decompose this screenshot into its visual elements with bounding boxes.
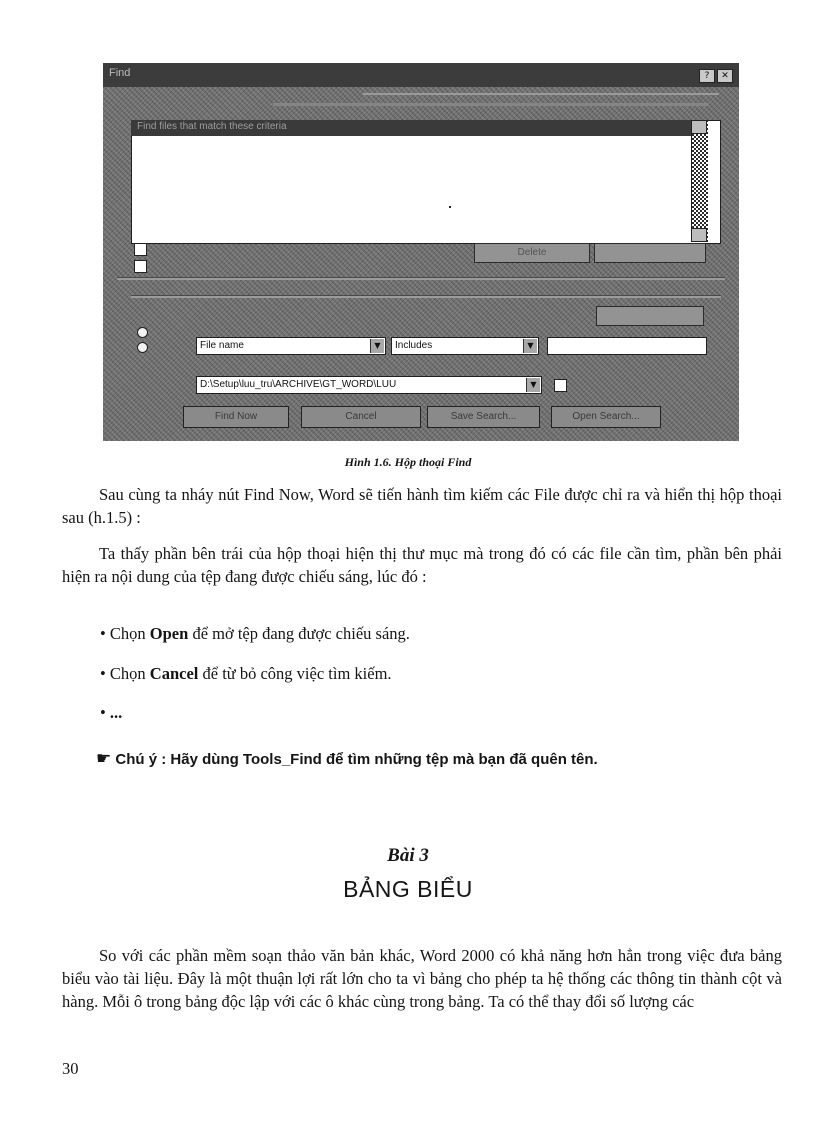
delete-button[interactable]: Delete: [474, 243, 590, 263]
close-icon[interactable]: ✕: [717, 69, 733, 83]
dialog-title: Find: [109, 67, 131, 79]
dialog-titlebar: [103, 63, 739, 87]
condition-combo-value: Includes: [395, 340, 433, 351]
search-subfolders-checkbox[interactable]: [554, 379, 567, 392]
or-radio[interactable]: [137, 342, 148, 353]
lesson-number: Bài 3: [387, 845, 429, 866]
list-scrollbar[interactable]: [691, 120, 708, 242]
bullet-keyword: Cancel: [149, 664, 199, 683]
criteria-list-header-text: Find files that match these criteria: [137, 121, 287, 132]
paragraph-3: So với các phần mềm soạn thảo văn bản khác, Word 2000 có khả năng hơn hẳn trong việc đưa bảng biểu vào tài liệu. Đây là một thuận lợi rất lớn cho ta vì bảng cho phép ta hệ thống các thông tin thành cột và hàng. Mỗi ô trong bảng độc lập với các ô khác cùng trong bảng. Ta có thể thay đổi số lượng các: [62, 946, 782, 1011]
criteria-list[interactable]: [131, 120, 721, 244]
open-search-button[interactable]: Open Search...: [551, 406, 661, 428]
add-to-list-button[interactable]: [596, 306, 704, 326]
look-in-combo[interactable]: [196, 376, 542, 394]
new-search-button[interactable]: [594, 243, 706, 263]
figure-caption: Hình 1.6. Hộp thoại Find: [344, 455, 472, 469]
scan-speck: [449, 206, 451, 208]
cancel-button[interactable]: Cancel: [301, 406, 421, 428]
note-text: Hãy dùng Tools_Find để tìm những tệp mà bạn đã quên tên.: [166, 751, 598, 768]
lesson-title: BẢNG BIỂU: [343, 876, 473, 902]
chevron-down-icon[interactable]: ▼: [526, 378, 540, 392]
property-combo-value: File name: [200, 340, 244, 351]
bullet-open: • Chọn Open để mở tệp đang được chiếu sáng.: [100, 624, 410, 643]
page-number: 30: [62, 1059, 79, 1078]
section-divider: [131, 295, 721, 298]
match-case-checkbox[interactable]: [134, 243, 147, 256]
section-divider: [117, 277, 725, 280]
chevron-down-icon[interactable]: ▼: [523, 339, 537, 353]
bullet-text: để mở tệp đang được chiếu sáng.: [188, 624, 410, 643]
bullet-ellipsis: • ...: [100, 703, 123, 722]
bullet-text: để từ bỏ công việc tìm kiếm.: [198, 664, 392, 683]
criteria-list-header: [131, 120, 691, 136]
bullet-cancel: • Chọn Cancel để từ bỏ công việc tìm kiếm.: [100, 664, 392, 683]
condition-combo[interactable]: [391, 337, 539, 355]
bullet-text: Chọn: [109, 664, 150, 683]
find-dialog-figure: [103, 63, 739, 441]
pointing-hand-icon: ☛: [96, 749, 112, 769]
property-combo[interactable]: [196, 337, 386, 355]
bullet-text: ...: [109, 703, 123, 722]
paragraph-1: Sau cùng ta nháy nút Find Now, Word sẽ tiến hành tìm kiếm các File được chỉ ra và hiển thị hộp thoại sau (h.1.5) :: [62, 485, 782, 527]
match-word-forms-checkbox[interactable]: [134, 260, 147, 273]
chevron-down-icon[interactable]: ▼: [370, 339, 384, 353]
look-in-path: D:\Setup\luu_tru\ARCHIVE\GT_WORD\LUU: [200, 379, 397, 390]
find-now-button[interactable]: Find Now: [183, 406, 289, 428]
value-field[interactable]: [547, 337, 707, 355]
help-icon[interactable]: ?: [699, 69, 715, 83]
scroll-down-icon[interactable]: [691, 228, 707, 242]
bullet-keyword: Open: [149, 624, 189, 643]
note: [96, 749, 598, 769]
paragraph-2: Ta thấy phần bên trái của hộp thoại hiện thị thư mục mà trong đó có các file cần tìm, phần bên phải hiện ra nội dung của tệp đang được chiếu sáng, lúc đó :: [62, 544, 782, 586]
note-label: Chú ý :: [115, 751, 167, 768]
scroll-up-icon[interactable]: [691, 120, 707, 134]
and-radio[interactable]: [137, 327, 148, 338]
toolbar-line: [273, 103, 709, 106]
save-search-button[interactable]: Save Search...: [427, 406, 540, 428]
toolbar-line: [363, 93, 719, 95]
bullet-text: Chọn: [109, 624, 150, 643]
